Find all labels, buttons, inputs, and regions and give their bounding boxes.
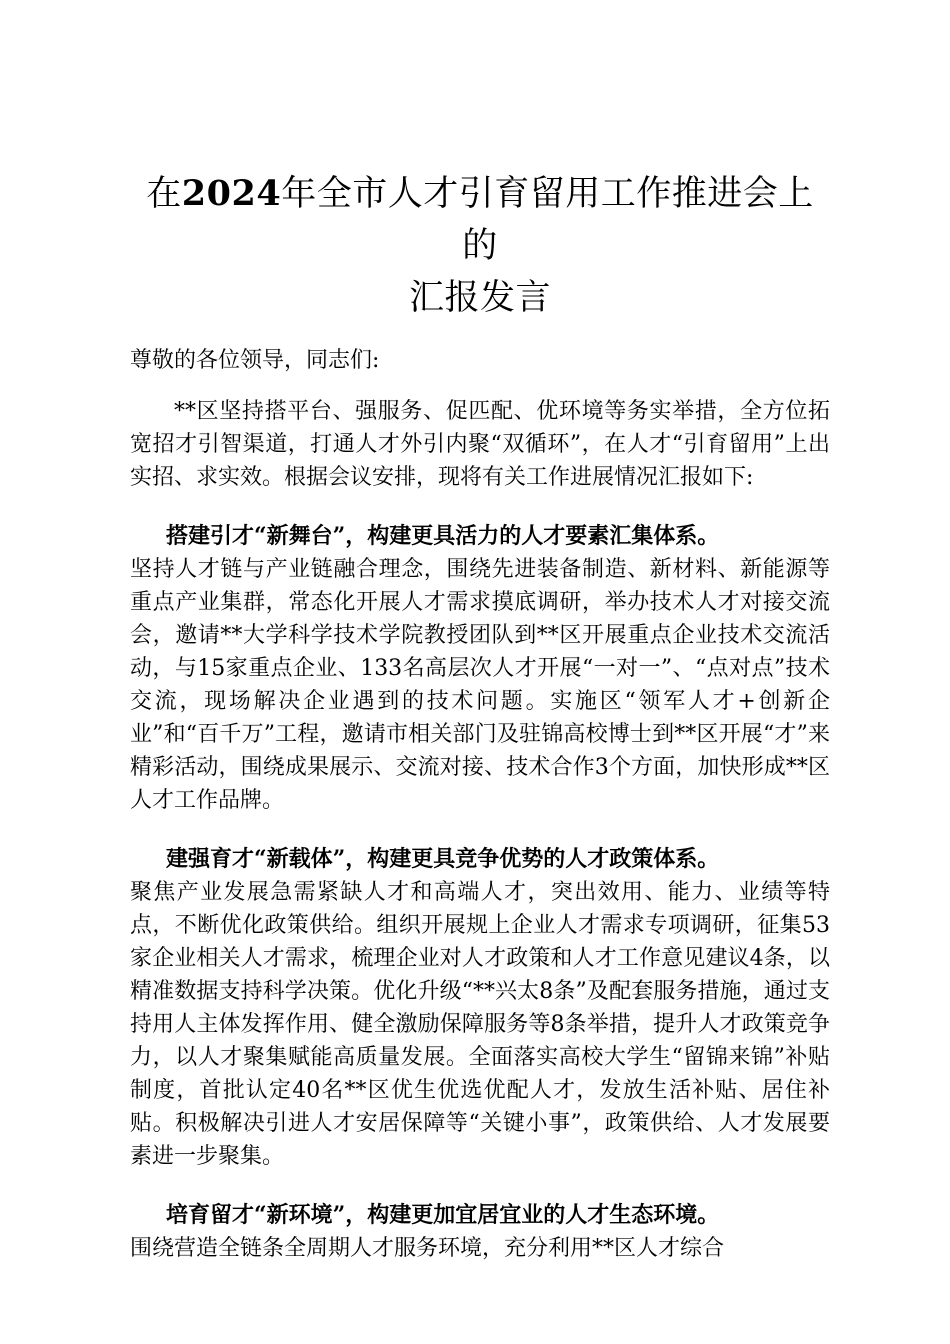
title-line2: 汇报发言 bbox=[408, 278, 551, 318]
section-body: 围绕营造全链条全周期人才服务环境，充分利用**区人才综合 bbox=[130, 1236, 725, 1261]
section-1 bbox=[130, 520, 830, 817]
intro-paragraph: **区坚持搭平台、强服务、促匹配、优环境等务实举措，全方位拓宽招才引智渠道，打通人才外引内聚“双循环”，在人才“引育留用”上出实招、求实效。根据会议安排，现将有关工作进展情况汇报如下: bbox=[130, 399, 830, 490]
section-3 bbox=[130, 1199, 830, 1265]
section-heading: 建强育才“新载体”，构建更具竞争优势的人才政策体系。 bbox=[166, 846, 720, 872]
section-body: 坚持人才链与产业链融合理念，围绕先进装备制造、新材料、新能源等重点产业集群，常态化开展人才需求摸底调研，举办技术人才对接交流会，邀请**大学科学技术学院教授团队到**区开展重点企业技术交流活动，与15家重点企业、133名高层次人才开展“一对一”、“点对点”技术交流，现场解决企业遇到的技术问题。实施区“领军人才+创新企业”和“百千万”工程，邀请市相关部门及驻锦高校博士到**区开展“才”来精彩活动，围绕成果展示、交流对接、技术合作3个方面，加快形成**区人才工作品牌。 bbox=[130, 557, 830, 813]
section-heading: 搭建引才“新舞台”，构建更具活力的人才要素汇集体系。 bbox=[166, 523, 720, 549]
section-2 bbox=[130, 843, 830, 1173]
title-line1-rest: 年全市人才引育留用工作推进会上的 bbox=[281, 174, 814, 266]
document-page bbox=[130, 168, 830, 1265]
document-title bbox=[130, 168, 830, 324]
section-heading: 培育留才“新环境”，构建更加宜居宜业的人才生态环境。 bbox=[166, 1202, 720, 1228]
greeting: 尊敬的各位领导，同志们: bbox=[130, 348, 380, 373]
section-body: 聚焦产业发展急需紧缺人才和高端人才，突出效用、能力、业绩等特点，不断优化政策供给。组织开展规上企业人才需求专项调研，征集53家企业相关人才需求，梳理企业对人才政策和人才工作意见建议4条，以精准数据支持科学决策。优化升级“**兴太8条”及配套服务措施，通过支持用人主体发挥作用、健全激励保障服务等8条举措，提升人才政策竞争力，以人才聚集赋能高质量发展。全面落实高校大学生“留锦来锦”补贴制度，首批认定40名**区优生优选优配人才，发放生活补贴、居住补贴。积极解决引进人才安居保障等“关键小事”，政策供给、人才发展要素进一步聚集。 bbox=[130, 880, 830, 1169]
title-prefix: 在 bbox=[146, 174, 182, 214]
title-year: 2024 bbox=[181, 173, 282, 214]
